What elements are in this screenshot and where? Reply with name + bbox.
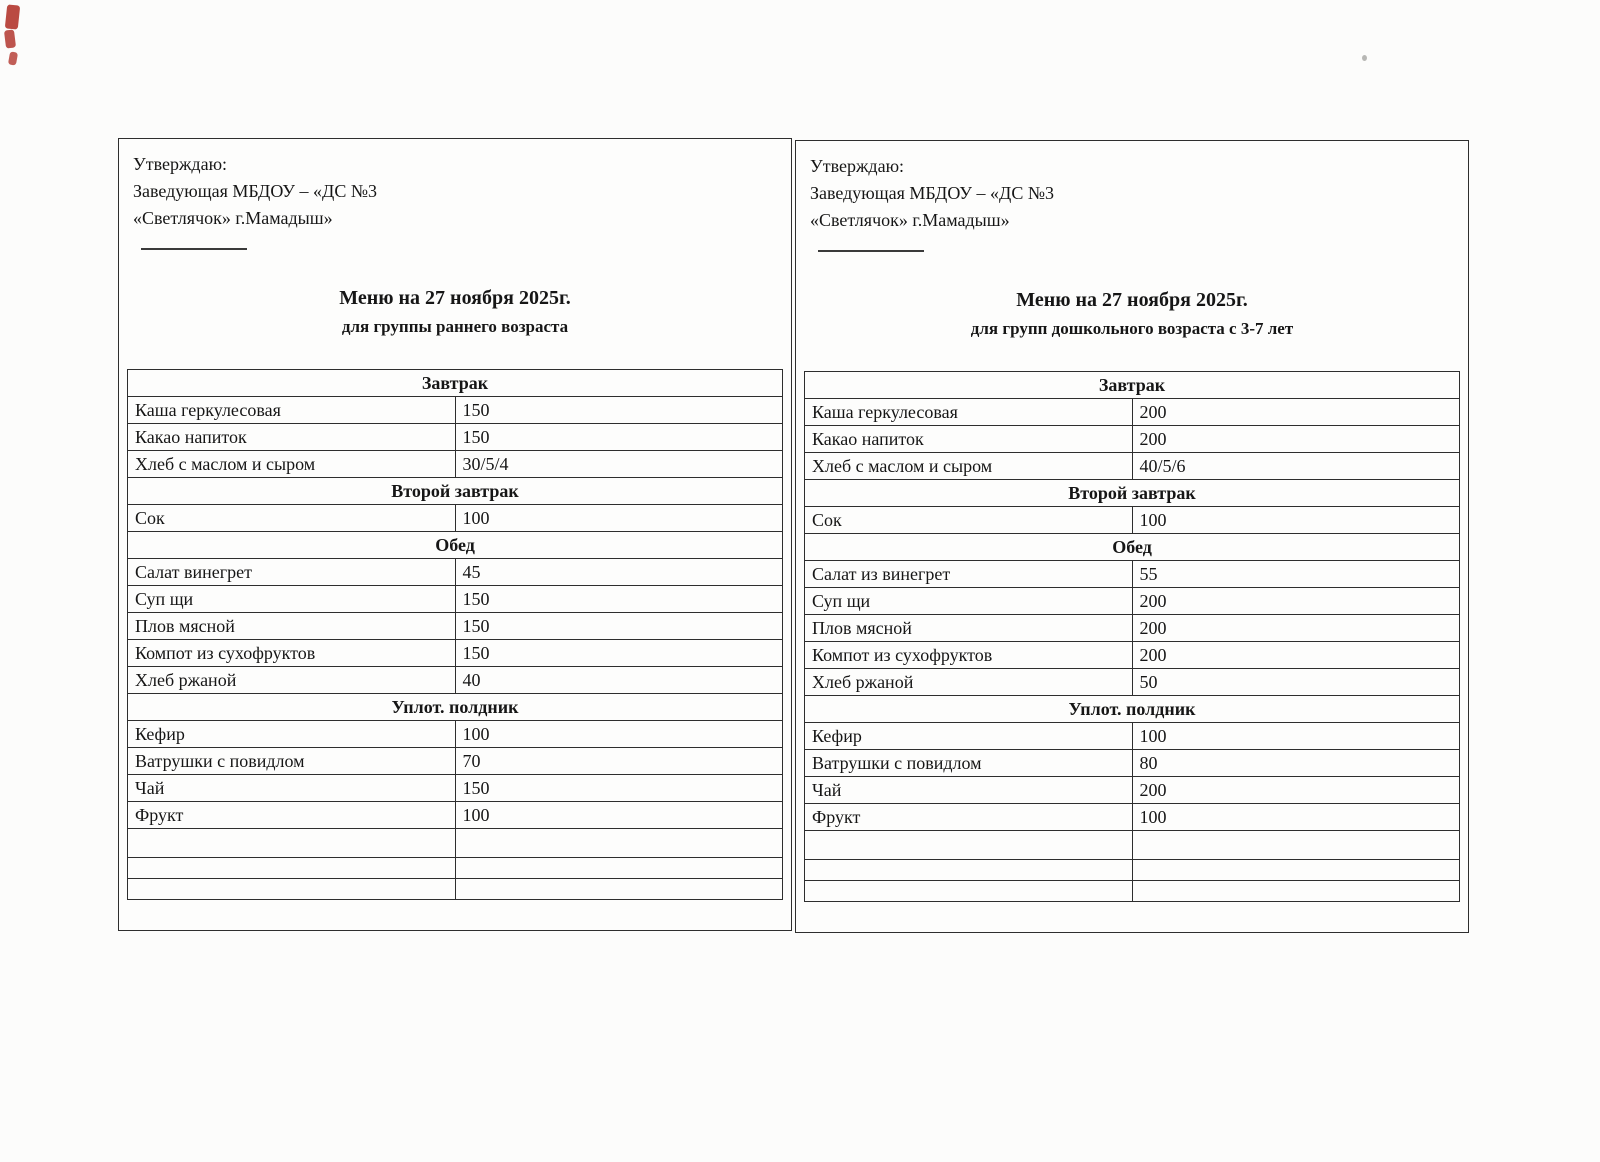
empty-row	[128, 829, 783, 858]
portion-amount: 45	[455, 559, 783, 586]
empty-cell	[455, 858, 783, 879]
menu-row	[128, 559, 783, 586]
portion-amount: 200	[1132, 777, 1460, 804]
meal-section-header: Завтрак	[128, 370, 783, 397]
dish-name: Сок	[128, 505, 456, 532]
approval-line: Заведующая МБДОУ – «ДС №3	[133, 181, 378, 201]
menu-subtitle: для групп дошкольного возраста с 3-7 лет	[970, 319, 1294, 338]
menu-row	[805, 426, 1460, 453]
empty-cell	[1132, 860, 1460, 881]
empty-cell	[128, 858, 456, 879]
menu-row	[805, 723, 1460, 750]
dish-name: Фрукт	[128, 802, 456, 829]
menu-row	[805, 777, 1460, 804]
menu-row	[128, 721, 783, 748]
menu-row	[128, 802, 783, 829]
approval-line: Утверждаю:	[810, 156, 905, 176]
portion-amount: 200	[1132, 399, 1460, 426]
empty-row	[805, 881, 1460, 902]
empty-cell	[455, 829, 783, 858]
menu-panel-preschool	[795, 140, 1469, 933]
menu-row	[128, 586, 783, 613]
approval-line: «Светлячок» г.Мамадыш»	[133, 208, 333, 228]
dish-name: Каша геркулесовая	[805, 399, 1133, 426]
dish-name: Чай	[128, 775, 456, 802]
portion-amount: 100	[1132, 507, 1460, 534]
meal-section-row	[128, 478, 783, 505]
dish-name: Суп щи	[128, 586, 456, 613]
dish-name: Компот из сухофруктов	[805, 642, 1133, 669]
portion-amount: 200	[1132, 615, 1460, 642]
approval-line: Утверждаю:	[133, 154, 228, 174]
dish-name: Чай	[805, 777, 1133, 804]
meal-section-header: Уплот. полдник	[128, 694, 783, 721]
menu-title: Меню на 27 ноября 2025г.	[339, 287, 571, 309]
dish-name: Кефир	[128, 721, 456, 748]
portion-amount: 100	[455, 802, 783, 829]
meal-section-row	[805, 480, 1460, 507]
dish-name: Кефир	[805, 723, 1133, 750]
dish-name: Салат винегрет	[128, 559, 456, 586]
dish-name: Хлеб ржаной	[128, 667, 456, 694]
menu-row	[128, 424, 783, 451]
dish-name: Плов мясной	[128, 613, 456, 640]
menu-row	[805, 399, 1460, 426]
empty-row	[128, 858, 783, 879]
meal-section-row	[805, 696, 1460, 723]
menu-subtitle: для группы раннего возраста	[341, 317, 569, 336]
dish-name: Ватрушки с повидлом	[128, 748, 456, 775]
portion-amount: 70	[455, 748, 783, 775]
meal-section-row	[128, 532, 783, 559]
approval-block	[127, 149, 783, 232]
empty-cell	[1132, 881, 1460, 902]
meal-section-header: Второй завтрак	[128, 478, 783, 505]
menu-row	[128, 667, 783, 694]
approval-line: Заведующая МБДОУ – «ДС №3	[810, 183, 1055, 203]
menu-row	[128, 640, 783, 667]
dish-name: Какао напиток	[805, 426, 1133, 453]
menu-row	[805, 642, 1460, 669]
menu-row	[805, 507, 1460, 534]
dish-name: Ватрушки с повидлом	[805, 750, 1133, 777]
portion-amount: 100	[455, 721, 783, 748]
dish-name: Хлеб с маслом и сыром	[128, 451, 456, 478]
dish-name: Сок	[805, 507, 1133, 534]
menu-row	[128, 451, 783, 478]
portion-amount: 150	[455, 775, 783, 802]
portion-amount: 80	[1132, 750, 1460, 777]
meal-section-row	[128, 694, 783, 721]
scan-artifact-red	[4, 29, 16, 48]
menu-row	[805, 804, 1460, 831]
portion-amount: 30/5/4	[455, 451, 783, 478]
menu-row	[128, 397, 783, 424]
approval-line: «Светлячок» г.Мамадыш»	[810, 210, 1010, 230]
portion-amount: 100	[455, 505, 783, 532]
menu-row	[128, 613, 783, 640]
portion-amount: 40	[455, 667, 783, 694]
menu-row	[128, 775, 783, 802]
menu-row	[805, 615, 1460, 642]
meal-section-header: Завтрак	[805, 372, 1460, 399]
meal-section-header: Второй завтрак	[805, 480, 1460, 507]
portion-amount: 150	[455, 640, 783, 667]
dish-name: Компот из сухофруктов	[128, 640, 456, 667]
dish-name: Салат из винегрет	[805, 561, 1133, 588]
portion-amount: 50	[1132, 669, 1460, 696]
portion-amount: 55	[1132, 561, 1460, 588]
empty-row	[805, 860, 1460, 881]
meal-section-header: Обед	[805, 534, 1460, 561]
meal-section-header: Обед	[128, 532, 783, 559]
empty-cell	[128, 829, 456, 858]
menu-row	[805, 453, 1460, 480]
dish-name: Суп щи	[805, 588, 1133, 615]
menu-table	[127, 369, 783, 900]
menu-row	[128, 748, 783, 775]
portion-amount: 100	[1132, 723, 1460, 750]
dish-name: Хлеб ржаной	[805, 669, 1133, 696]
meal-section-row	[805, 372, 1460, 399]
dish-name: Хлеб с маслом и сыром	[805, 453, 1133, 480]
menu-table	[804, 371, 1460, 902]
empty-row	[805, 831, 1460, 860]
menu-row	[805, 561, 1460, 588]
scan-artifact-red	[5, 4, 20, 29]
signature-line	[818, 250, 924, 252]
empty-row	[128, 879, 783, 900]
empty-cell	[805, 881, 1133, 902]
portion-amount: 40/5/6	[1132, 453, 1460, 480]
portion-amount: 200	[1132, 426, 1460, 453]
empty-cell	[455, 879, 783, 900]
menu-panel-early-age	[118, 138, 792, 931]
portion-amount: 200	[1132, 642, 1460, 669]
dish-name: Каша геркулесовая	[128, 397, 456, 424]
empty-cell	[805, 831, 1133, 860]
dish-name: Плов мясной	[805, 615, 1133, 642]
portion-amount: 200	[1132, 588, 1460, 615]
portion-amount: 150	[455, 586, 783, 613]
meal-section-row	[805, 534, 1460, 561]
empty-cell	[1132, 831, 1460, 860]
portion-amount: 100	[1132, 804, 1460, 831]
dish-name: Фрукт	[805, 804, 1133, 831]
empty-cell	[128, 879, 456, 900]
signature-line	[141, 248, 247, 250]
empty-cell	[805, 860, 1133, 881]
menu-row	[805, 669, 1460, 696]
approval-block	[804, 151, 1460, 234]
menu-title: Меню на 27 ноября 2025г.	[1016, 289, 1248, 311]
menu-row	[805, 750, 1460, 777]
portion-amount: 150	[455, 424, 783, 451]
portion-amount: 150	[455, 397, 783, 424]
scan-artifact-red	[8, 51, 18, 65]
menu-row	[805, 588, 1460, 615]
menu-row	[128, 505, 783, 532]
dish-name: Какао напиток	[128, 424, 456, 451]
portion-amount: 150	[455, 613, 783, 640]
meal-section-row	[128, 370, 783, 397]
scan-artifact-speck	[1362, 55, 1367, 61]
meal-section-header: Уплот. полдник	[805, 696, 1460, 723]
